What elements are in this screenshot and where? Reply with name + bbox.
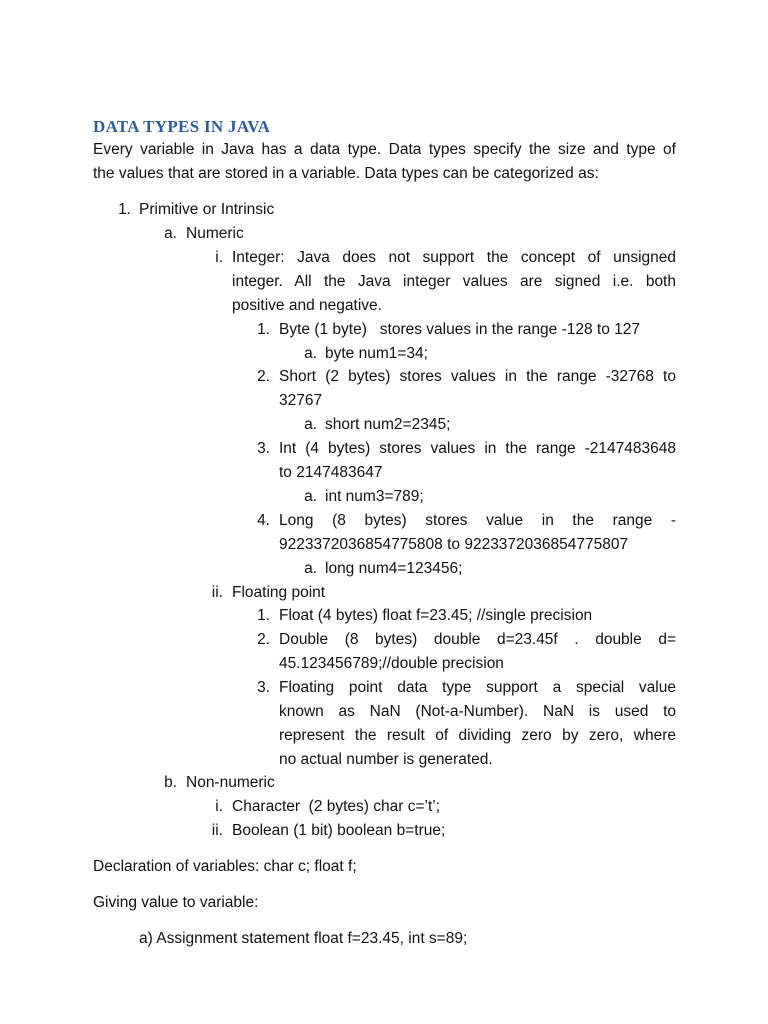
list-marker: 3. <box>257 679 270 696</box>
byte-example: byte num1=34; <box>325 345 428 362</box>
list-item-numeric: Numeric <box>186 225 244 242</box>
float-line: Float (4 bytes) float f=23.45; //single precision <box>279 607 593 624</box>
int-line-1: Int (4 bytes) stores values in the range -2147483648 <box>279 440 676 457</box>
nan-line-3: represent the result of dividing zero by zero, where <box>279 727 676 744</box>
long-example: long num4=123456; <box>325 560 463 577</box>
nan-line-2: known as NaN (Not-a-Number). NaN is used to <box>279 703 676 720</box>
declaration-text: Declaration of variables: char c; float f; <box>93 858 357 875</box>
short-line-2: 32767 <box>279 392 323 409</box>
giving-value-text: Giving value to variable: <box>93 894 259 911</box>
list-marker: a. <box>304 488 317 505</box>
int-example: int num3=789; <box>325 488 424 505</box>
double-line-1: Double (8 bytes) double d=23.45f . double d= <box>279 631 676 648</box>
list-marker: a. <box>304 560 317 577</box>
list-marker: i. <box>215 798 223 815</box>
list-marker: 2. <box>257 368 270 385</box>
short-line-1: Short (2 bytes) stores values in the range -32768 to <box>279 368 676 385</box>
integer-line-1: Integer: Java does not support the concept of unsigned <box>232 249 676 266</box>
list-item-non-numeric: Non-numeric <box>186 774 275 791</box>
nan-line-1: Floating point data type support a special value <box>279 679 676 696</box>
list-marker: a. <box>304 416 317 433</box>
intro-line-1: Every variable in Java has a data type. Data types specify the size and type of <box>93 141 676 158</box>
list-marker: 1. <box>257 321 270 338</box>
list-item-primitive: Primitive or Intrinsic <box>139 201 275 218</box>
assignment-text: a) Assignment statement float f=23.45, int s=89; <box>139 930 468 947</box>
integer-line-3: positive and negative. <box>232 297 382 314</box>
intro-line-2: the values that are stored in a variable. Data types can be categorized as: <box>93 165 599 182</box>
integer-line-2: integer. All the Java integer values are signed i.e. both <box>232 273 676 290</box>
list-item-floating-point: Floating point <box>232 584 326 601</box>
list-marker: b. <box>164 774 177 791</box>
list-marker: 4. <box>257 512 270 529</box>
list-marker: ii. <box>211 584 223 601</box>
list-marker: 1. <box>118 201 131 218</box>
page-title: DATA TYPES IN JAVA <box>93 117 271 136</box>
short-example: short num2=2345; <box>325 416 451 433</box>
list-marker: a. <box>304 345 317 362</box>
list-marker: i. <box>215 249 223 266</box>
double-line-2: 45.123456789;//double precision <box>279 655 504 672</box>
boolean-line: Boolean (1 bit) boolean b=true; <box>232 822 446 839</box>
list-marker: 3. <box>257 440 270 457</box>
int-line-2: to 2147483647 <box>279 464 383 481</box>
list-marker: 1. <box>257 607 270 624</box>
character-line: Character (2 bytes) char c=’t’; <box>232 798 441 815</box>
list-marker: a. <box>164 225 177 242</box>
long-line-2: 9223372036854775808 to 9223372036854775807 <box>279 536 629 553</box>
long-line-1: Long (8 bytes) stores value in the range - <box>279 512 676 529</box>
list-marker: ii. <box>211 822 223 839</box>
nan-line-4: no actual number is generated. <box>279 751 493 768</box>
byte-line: Byte (1 byte) stores values in the range -128 to 127 <box>279 321 641 338</box>
list-marker: 2. <box>257 631 270 648</box>
